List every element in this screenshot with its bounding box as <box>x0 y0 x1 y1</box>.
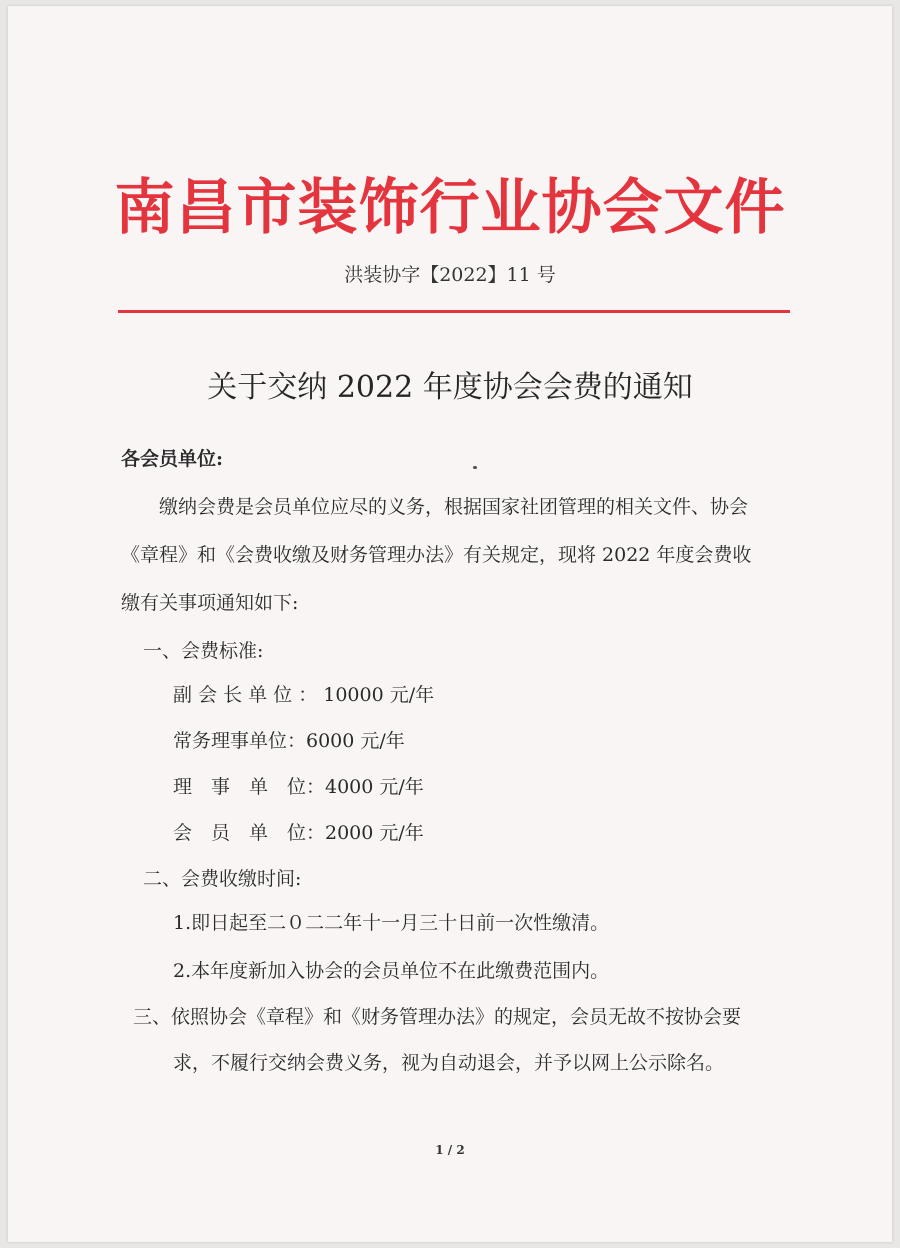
header-divider-line <box>118 310 790 313</box>
section3-line: 求，不履行交纳会费义务，视为自动退会，并予以网上公示除名。 <box>173 1052 725 1074</box>
collection-item: 1.即日起至二０二二年十一月三十日前一次性缴清。 <box>173 912 610 934</box>
section3-line: 三、依照协会《章程》和《财务管理办法》的规定，会员无故不按协会要 <box>133 1006 742 1028</box>
fee-item-vice-president: 副 会 长 单 位 ： 10000 元/年 <box>173 684 435 706</box>
paper-speck <box>473 466 477 469</box>
notice-title: 关于交纳 2022 年度协会会费的通知 <box>207 370 693 405</box>
section-heading-collection-time: 二、会费收缴时间: <box>143 868 302 890</box>
intro-line: 缴纳会费是会员单位应尽的义务，根据国家社团管理的相关文件、协会 <box>159 496 749 518</box>
section-heading-fee-standard: 一、会费标准: <box>143 640 264 662</box>
organization-header-title: 南昌市装饰行业协会文件 <box>114 173 786 243</box>
fee-item-member: 会 员 单 位：2000 元/年 <box>173 822 424 844</box>
fee-item-director: 理 事 单 位：4000 元/年 <box>173 776 424 798</box>
collection-item: 2.本年度新加入协会的会员单位不在此缴费范围内。 <box>173 960 610 982</box>
intro-line: 《章程》和《会费收缴及财务管理办法》有关规定，现将 2022 年度会费收 <box>121 544 752 566</box>
fee-item-executive-director: 常务理事单位：6000 元/年 <box>173 730 405 752</box>
intro-line: 缴有关事项通知如下: <box>121 592 299 614</box>
page-number: 1 / 2 <box>435 1143 465 1157</box>
document-number: 洪装协字【2022】11 号 <box>344 264 556 286</box>
salutation: 各会员单位: <box>121 448 224 470</box>
